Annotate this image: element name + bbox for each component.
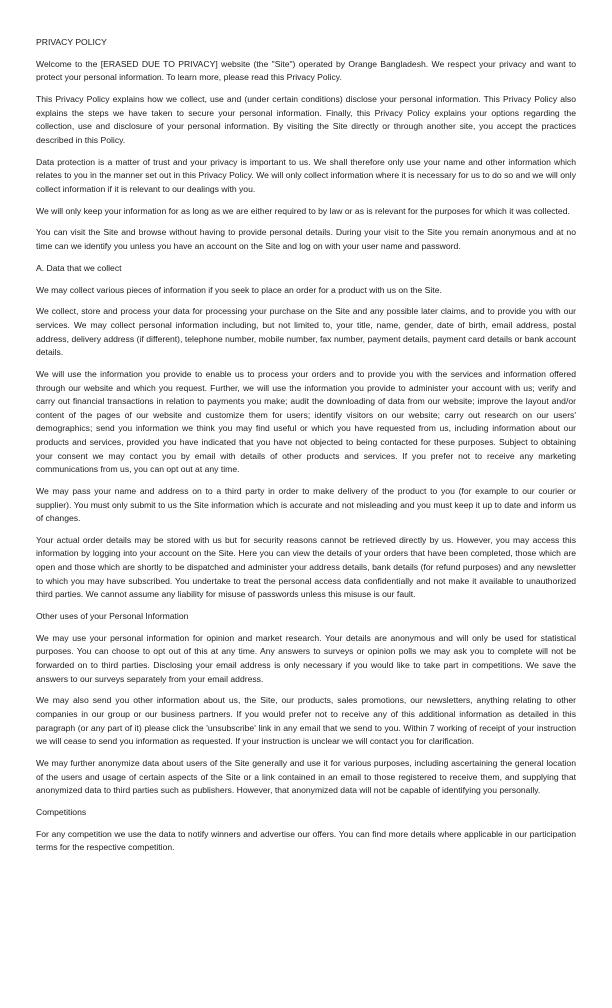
section-a-paragraph: Your actual order details may be stored with us but for security reasons cannot be retrieved directly by us. However, you may access this information by logging into your account on the Site. Here you can view the details of your orders that have been completed, those which are open and those which are shortly to be dispatched and administer your address details, bank details (for refund purposes) and any newsletter to which you may have subscribed. You undertake to treat the personal access data confidentially and not make it available to unauthorized third parties. We cannot assume any liability for misuse of passwords unless this misuse is our fault. (36, 534, 576, 600)
section-a-paragraph: We collect, store and process your data for processing your purchase on the Site and any possible later claims, and to provide you with our services. We may collect personal information including, but not limited to, your title, name, gender, date of birth, email address, postal address, delivery address (if different), telephone number, mobile number, fax number, payment details, payment card details or bank account details. (36, 306, 576, 358)
competitions-paragraph: For any competition we use the data to notify winners and advertise our offers. You can find more details where applicable in our participation terms for the respective competition. (36, 828, 576, 853)
section-a-paragraph: We may collect various pieces of information if you seek to place an order for a product with us on the Site. (36, 284, 442, 295)
section-heading-other-uses: Other uses of your Personal Information (36, 611, 189, 622)
section-a-paragraph: We may pass your name and address on to a third party in order to make delivery of the product to you (for example to our courier or supplier). You must only submit to us the Site information which is accurate and not misleading and you must keep it up to date and inform us of changes. (36, 485, 576, 524)
intro-paragraph-data-protection: Data protection is a matter of trust and your privacy is important to us. We shall therefore only use your name and other information which relates to you in the manner set out in this Privacy Policy. We will only collect information where it is necessary for us to do so and we will only collect information if it is relevant to our dealings with you. (36, 156, 576, 194)
document-page (36, 36, 576, 863)
document-title: PRIVACY POLICY (36, 37, 107, 47)
other-uses-paragraph: We may use your personal information for opinion and market research. Your details are anonymous and will only be used for statistical purposes. You can choose to opt out of this at any time. Any answers to surveys or opinion polls we may ask you to complete will not be forwarded on to third parties. Disclosing your email address is only necessary if you would like to take part in competitions. We save the answers to our surveys separately from your email address. (36, 632, 576, 684)
intro-paragraph-retention: We will only keep your information for as long as we are either required to by law or as is relevant for the purposes for which it was collected. (36, 205, 570, 216)
intro-paragraph-anonymous-browsing: You can visit the Site and browse without having to provide personal details. During your visit to the Site you remain anonymous and at no time can we identify you unless you have an account on the Site and log on with your user name and password. (36, 227, 576, 252)
intro-paragraph-policy-explains: This Privacy Policy explains how we collect, use and (under certain conditions) disclose your personal information. This Privacy Policy also explains the steps we have taken to secure your personal information. Finally, this Privacy Policy explains your options regarding the collection, use and disclosure of your personal information. By visiting the Site directly or through another site, you accept the practices described in this Policy. (36, 94, 576, 145)
other-uses-paragraph: We may also send you other information about us, the Site, our products, sales promotions, our newsletters, anything relating to other companies in our group or our business partners. If you would prefer not to receive any of this additional information as detailed in this paragraph (or any part of it) please click the 'unsubscribe' link in any email that we send to you. Within 7 working of receipt of your instruction we will cease to send you information as requested. If your instruction is unclear we will contact you for clarification. (36, 695, 576, 747)
other-uses-paragraph: We may further anonymize data about users of the Site generally and use it for various purposes, including ascertaining the general location of the users and usage of certain aspects of the Site or a link contained in an email to those registered to receive them, and supplying that anonymized data to third parties such as publishers. However, that anonymized data will not be capable of identifying you personally. (36, 757, 576, 796)
section-heading-data-collect: A. Data that we collect (36, 262, 122, 273)
section-heading-competitions: Competitions (36, 806, 87, 817)
section-a-paragraph: We will use the information you provide to enable us to process your orders and to provide you with the services and information offered through our website and which you request. Further, we will use the information you provide to administer your account with us; verify and carry out financial transactions in relation to payments you make; audit the downloading of data from our website; improve the layout and/or content of the pages of our website and customize them for users; identify visitors on our website; carry out research on our users' demographics; send you information we think you may find useful or which you have requested from us, including information about our products and services, provided you have indicated that you have not objected to being contacted for these purposes. Subject to obtaining your consent we may contact you by email with details of other products and services. If you prefer not to receive any marketing communications from us, you can opt out at any time. (36, 368, 576, 475)
intro-paragraph-welcome: Welcome to the [ERASED DUE TO PRIVACY] website (the "Site") operated by Orange Bangladesh. We respect your privacy and want to protect your personal information. To learn more, please read this Privacy Policy. (36, 58, 576, 83)
